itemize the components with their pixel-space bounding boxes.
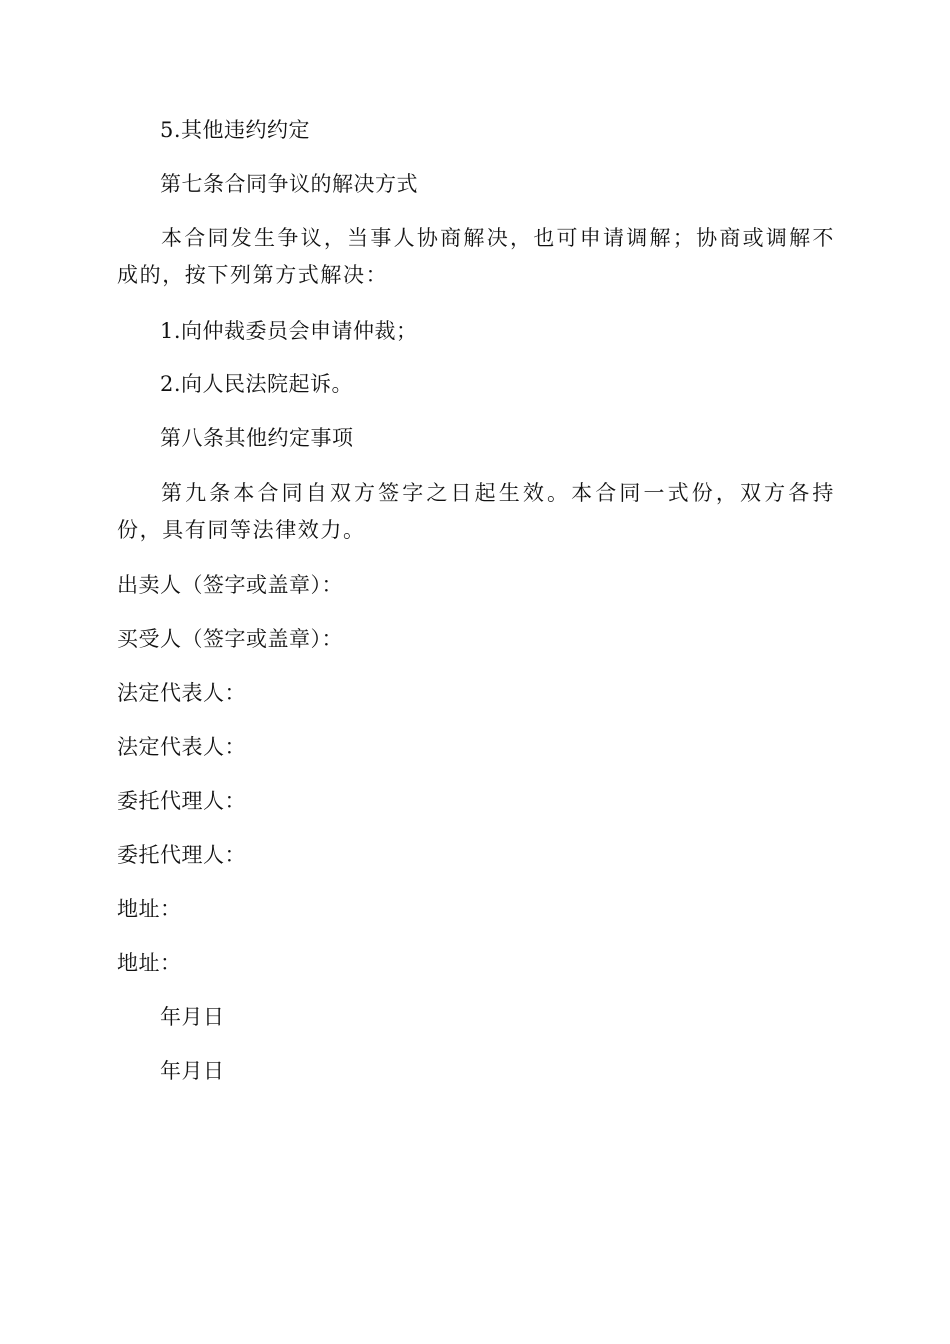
other-breach-clause: 5.其他违约约定 (160, 118, 311, 142)
article-7-body: 本合同发生争议，当事人协商解决，也可申请调解；协商或调解不成的，按下列第方式解决： (117, 226, 835, 287)
article-7-title: 第七条合同争议的解决方式 (160, 172, 418, 196)
dispute-option-2: 2.向人民法院起诉。 (160, 372, 354, 396)
article-9-body: 第九条本合同自双方签字之日起生效。本合同一式份，双方各持份，具有同等法律效力。 (117, 481, 835, 542)
authorized-agent-label: 委托代理人： (117, 843, 246, 867)
authorized-agent-label: 委托代理人： (117, 789, 246, 813)
seller-signature-label: 出卖人（签字或盖章）： (117, 573, 343, 597)
address-label: 地址： (117, 897, 182, 921)
legal-representative-label: 法定代表人： (117, 681, 246, 705)
address-label: 地址： (117, 951, 182, 975)
legal-representative-label: 法定代表人： (117, 735, 246, 759)
article-8-title: 第八条其他约定事项 (160, 426, 354, 450)
date-line: 年月日 (160, 1005, 225, 1029)
date-line: 年月日 (160, 1059, 225, 1083)
buyer-signature-label: 买受人（签字或盖章）： (117, 627, 343, 651)
dispute-option-1: 1.向仲裁委员会申请仲裁； (160, 319, 418, 343)
